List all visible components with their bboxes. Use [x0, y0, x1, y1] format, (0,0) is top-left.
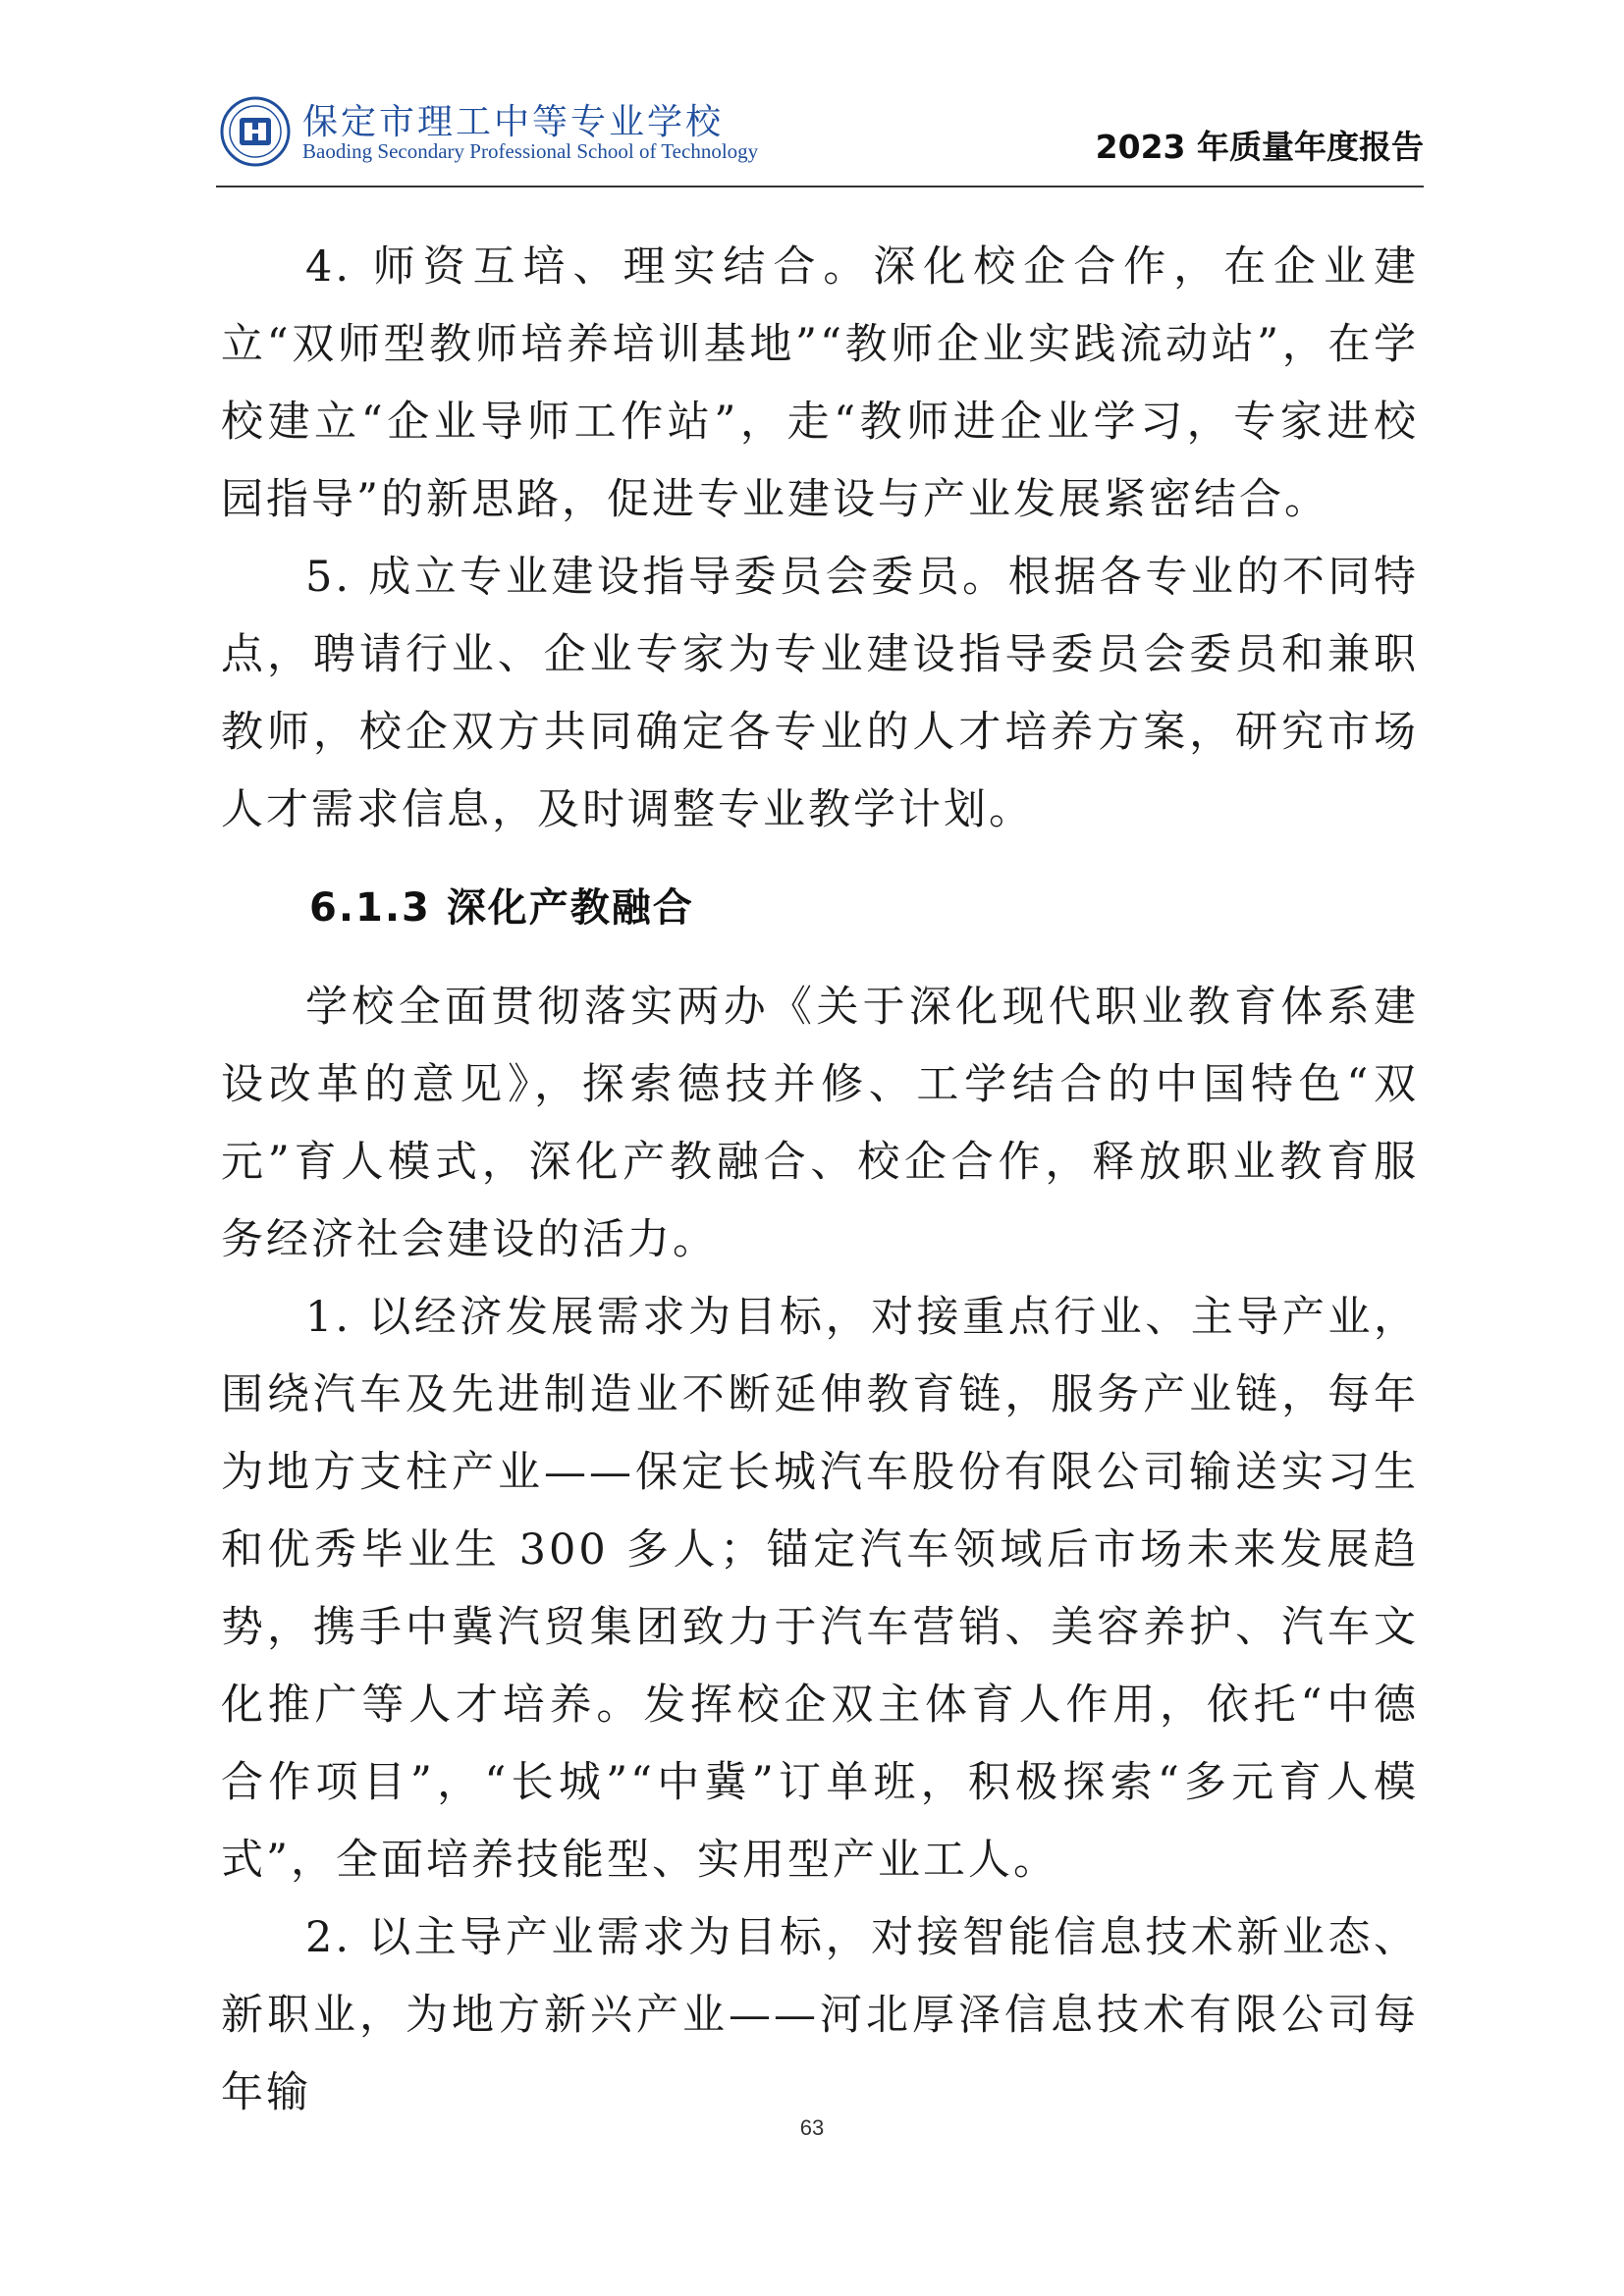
- page-number: 63: [799, 2115, 825, 2140]
- report-title: 2023 年质量年度报告: [1095, 128, 1424, 166]
- paragraph-steering-committee: 5. 成立专业建设指导委员会委员。根据各专业的不同特点，聘请行业、企业专家为专业建设指导委员会委员和兼职教师，校企双方共同确定各专业的人才培养方案，研究市场人才需求信息，及时调整专业教学计划。: [221, 553, 1419, 834]
- paragraph-economic-development: 1. 以经济发展需求为目标，对接重点行业、主导产业，围绕汽车及先进制造业不断延伸教育链，服务产业链，每年为地方支柱产业——保定长城汽车股份有限公司输送实习生和优秀毕业生 300 多人；锚定汽车领域后市场未来发展趋势，携手中冀汽贸集团致力于汽车营销、美容养护、汽车文化推广等人才培养。发挥校企双主体育人作用，依托“中德合作项目”，“长城”“中冀”订单班，积极探索“多元育人模式”，全面培养技能型、实用型产业工人。: [221, 1293, 1419, 1885]
- document-body: [221, 229, 1419, 2132]
- header-divider: [216, 186, 1424, 187]
- section-heading: 6.1.3 深化产教融合: [309, 885, 694, 931]
- paragraph-leading-industry: 2. 以主导产业需求为目标，对接智能信息技术新业态、新职业，为地方新兴产业——河北厚泽信息技术有限公司每年输: [221, 1913, 1419, 2117]
- page-header: [216, 88, 1424, 185]
- school-seal-icon: [220, 96, 291, 167]
- school-name-cn: 保定市理工中等专业学校: [302, 102, 725, 142]
- school-name-en: Baoding Secondary Professional School of Technology: [302, 139, 759, 163]
- paragraph-integration-intro: 学校全面贯彻落实两办《关于深化现代职业教育体系建设改革的意见》，探索德技并修、工学结合的中国特色“双元”育人模式，深化产教融合、校企合作，释放职业教育服务经济社会建设的活力。: [221, 983, 1419, 1264]
- paragraph-teacher-training: 4. 师资互培、理实结合。深化校企合作，在企业建立“双师型教师培养培训基地”“教师企业实践流动站”，在学校建立“企业导师工作站”，走“教师进企业学习，专家进校园指导”的新思路，促进专业建设与产业发展紧密结合。: [221, 242, 1419, 524]
